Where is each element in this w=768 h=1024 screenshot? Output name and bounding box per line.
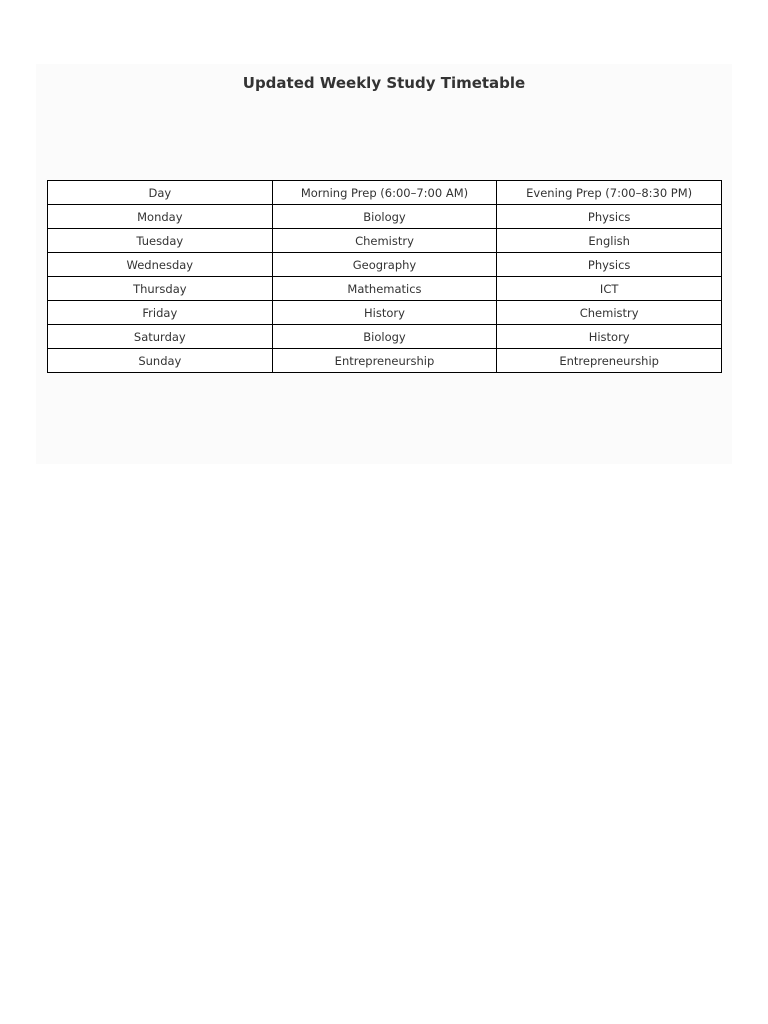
table-row xyxy=(48,253,722,277)
day-cell: Sunday xyxy=(48,349,273,373)
evening-cell: History xyxy=(497,325,722,349)
evening-cell: Physics xyxy=(497,253,722,277)
header-morning-prep: Morning Prep (6:00–7:00 AM) xyxy=(272,181,497,205)
day-cell: Saturday xyxy=(48,325,273,349)
day-cell: Friday xyxy=(48,301,273,325)
evening-cell: Chemistry xyxy=(497,301,722,325)
morning-cell: Chemistry xyxy=(272,229,497,253)
evening-cell: ICT xyxy=(497,277,722,301)
morning-cell: Mathematics xyxy=(272,277,497,301)
table-row xyxy=(48,229,722,253)
table-header-row xyxy=(48,181,722,205)
morning-cell: Biology xyxy=(272,325,497,349)
page-title: Updated Weekly Study Timetable xyxy=(242,74,526,92)
table-row xyxy=(48,301,722,325)
table-row xyxy=(48,325,722,349)
table-row xyxy=(48,349,722,373)
morning-cell: Entrepreneurship xyxy=(272,349,497,373)
table-row xyxy=(48,205,722,229)
evening-cell: Physics xyxy=(497,205,722,229)
morning-cell: History xyxy=(272,301,497,325)
day-cell: Wednesday xyxy=(48,253,273,277)
timetable xyxy=(47,180,722,373)
evening-cell: Entrepreneurship xyxy=(497,349,722,373)
morning-cell: Biology xyxy=(272,205,497,229)
day-cell: Thursday xyxy=(48,277,273,301)
header-evening-prep: Evening Prep (7:00–8:30 PM) xyxy=(497,181,722,205)
header-day: Day xyxy=(48,181,273,205)
day-cell: Monday xyxy=(48,205,273,229)
evening-cell: English xyxy=(497,229,722,253)
day-cell: Tuesday xyxy=(48,229,273,253)
morning-cell: Geography xyxy=(272,253,497,277)
table-row xyxy=(48,277,722,301)
